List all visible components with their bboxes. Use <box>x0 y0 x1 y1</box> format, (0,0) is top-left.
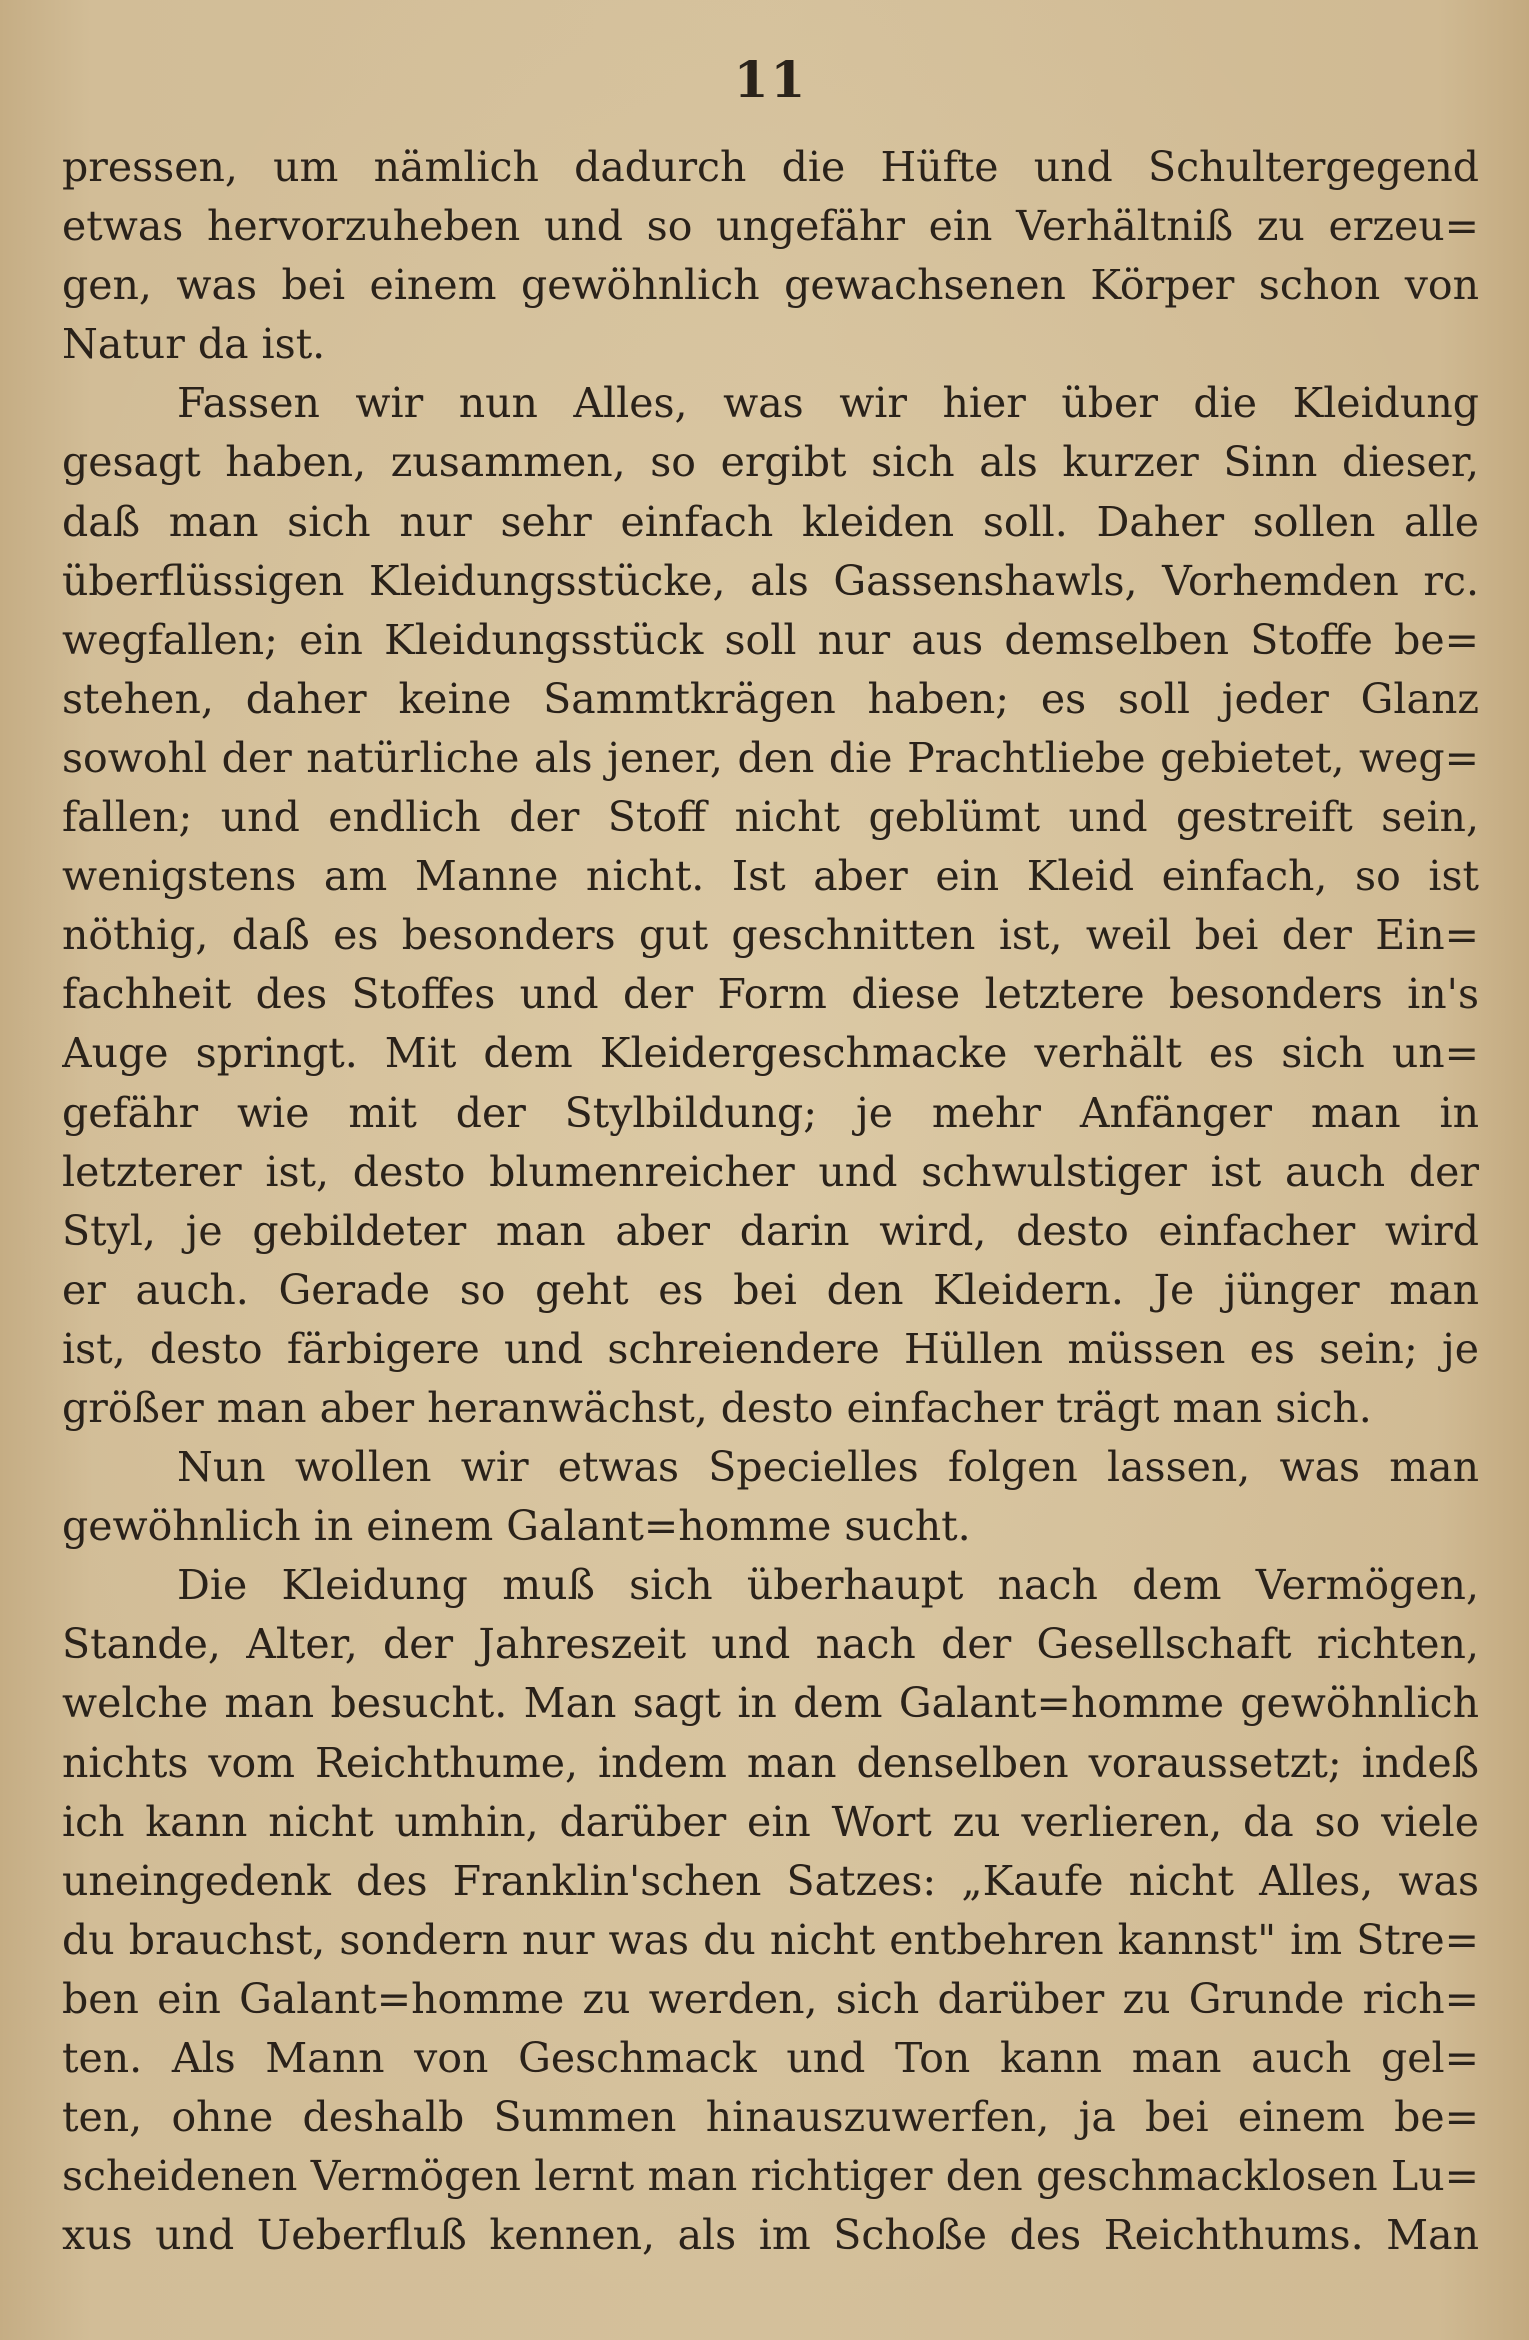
text-line: Natur da ist. <box>62 320 326 369</box>
text-line: ist, desto färbigere und schreiendere Hüllen müssen es sein; je <box>62 1324 1479 1373</box>
text-line: fachheit des Stoffes und der Form diese letztere besonders in's <box>62 970 1479 1019</box>
text-line: ten, ohne deshalb Summen hinauszuwerfen, ja bei einem be= <box>62 2093 1479 2142</box>
text-line: Stande, Alter, der Jahreszeit und nach der Gesellschaft richten, <box>62 1620 1479 1669</box>
text-line: gefähr wie mit der Stylbildung; je mehr Anfänger man in <box>62 1088 1479 1137</box>
text-line: xus und Ueberfluß kennen, als im Schoße des Reichthums. Man <box>62 2211 1479 2260</box>
text-line: ten. Als Mann von Geschmack und Ton kann man auch gel= <box>62 2034 1479 2082</box>
text-line: ben ein Galant=homme zu werden, sich darüber zu Grunde rich= <box>62 1974 1479 2023</box>
paragraph <box>62 374 1479 1438</box>
text-line: Fassen wir nun Alles, was wir hier über die Kleidung <box>177 379 1479 428</box>
text-line: ich kann nicht umhin, darüber ein Wort zu verlieren, da so viele <box>62 1797 1479 1846</box>
text-line: gewöhnlich in einem Galant=homme sucht. <box>62 1502 971 1551</box>
text-line: uneingedenk des Franklin'schen Satzes: „Kaufe nicht Alles, was <box>62 1856 1479 1905</box>
text-line: scheidenen Vermögen lernt man richtiger den geschmacklosen Lu= <box>62 2152 1479 2201</box>
paragraph <box>62 138 1479 374</box>
text-line: gen, was bei einem gewöhnlich gewachsenen Körper schon von <box>62 261 1479 310</box>
text-line: er auch. Gerade so geht es bei den Kleidern. Je jünger man <box>62 1265 1479 1314</box>
text-line: Styl, je gebildeter man aber darin wird, desto einfacher wird <box>62 1206 1479 1255</box>
text-line: letzterer ist, desto blumenreicher und schwulstiger ist auch der <box>62 1147 1479 1196</box>
body-text <box>62 138 1479 2265</box>
text-line: Die Kleidung muß sich überhaupt nach dem Vermögen, <box>177 1561 1479 1610</box>
paragraph <box>62 1556 1479 2265</box>
text-line: wegfallen; ein Kleidungsstück soll nur aus demselben Stoffe be= <box>62 615 1479 664</box>
text-line: daß man sich nur sehr einfach kleiden soll. Daher sollen alle <box>62 497 1479 546</box>
text-line: Nun wollen wir etwas Specielles folgen lassen, was man <box>177 1443 1479 1492</box>
text-line: sowohl der natürliche als jener, den die Prachtliebe gebietet, weg= <box>62 733 1479 782</box>
paragraph <box>62 1438 1479 1556</box>
text-line: du brauchst, sondern nur was du nicht entbehren kannst" im Stre= <box>62 1915 1479 1964</box>
text-line: größer man aber heranwächst, desto einfacher trägt man sich. <box>62 1383 1372 1432</box>
page-number: 11 <box>733 50 808 109</box>
text-line: etwas hervorzuheben und so ungefähr ein Verhältniß zu erzeu= <box>62 202 1479 251</box>
text-line: Auge springt. Mit dem Kleidergeschmacke verhält es sich un= <box>62 1029 1479 1078</box>
text-line: nöthig, daß es besonders gut geschnitten ist, weil bei der Ein= <box>62 911 1479 960</box>
text-line: pressen, um nämlich dadurch die Hüfte und Schultergegend <box>62 143 1479 191</box>
text-line: gesagt haben, zusammen, so ergibt sich als kurzer Sinn dieser, <box>62 438 1479 487</box>
text-line: fallen; und endlich der Stoff nicht geblümt und gestreift sein, <box>62 793 1479 842</box>
text-line: stehen, daher keine Sammtkrägen haben; es soll jeder Glanz <box>62 674 1479 723</box>
text-line: wenigstens am Manne nicht. Ist aber ein Kleid einfach, so ist <box>62 852 1479 901</box>
text-line: nichts vom Reichthume, indem man denselben voraussetzt; indeß <box>62 1738 1479 1787</box>
text-line: welche man besucht. Man sagt in dem Galant=homme gewöhnlich <box>62 1679 1479 1728</box>
text-line: überflüssigen Kleidungsstücke, als Gassenshawls, Vorhemden rc. <box>62 556 1479 605</box>
